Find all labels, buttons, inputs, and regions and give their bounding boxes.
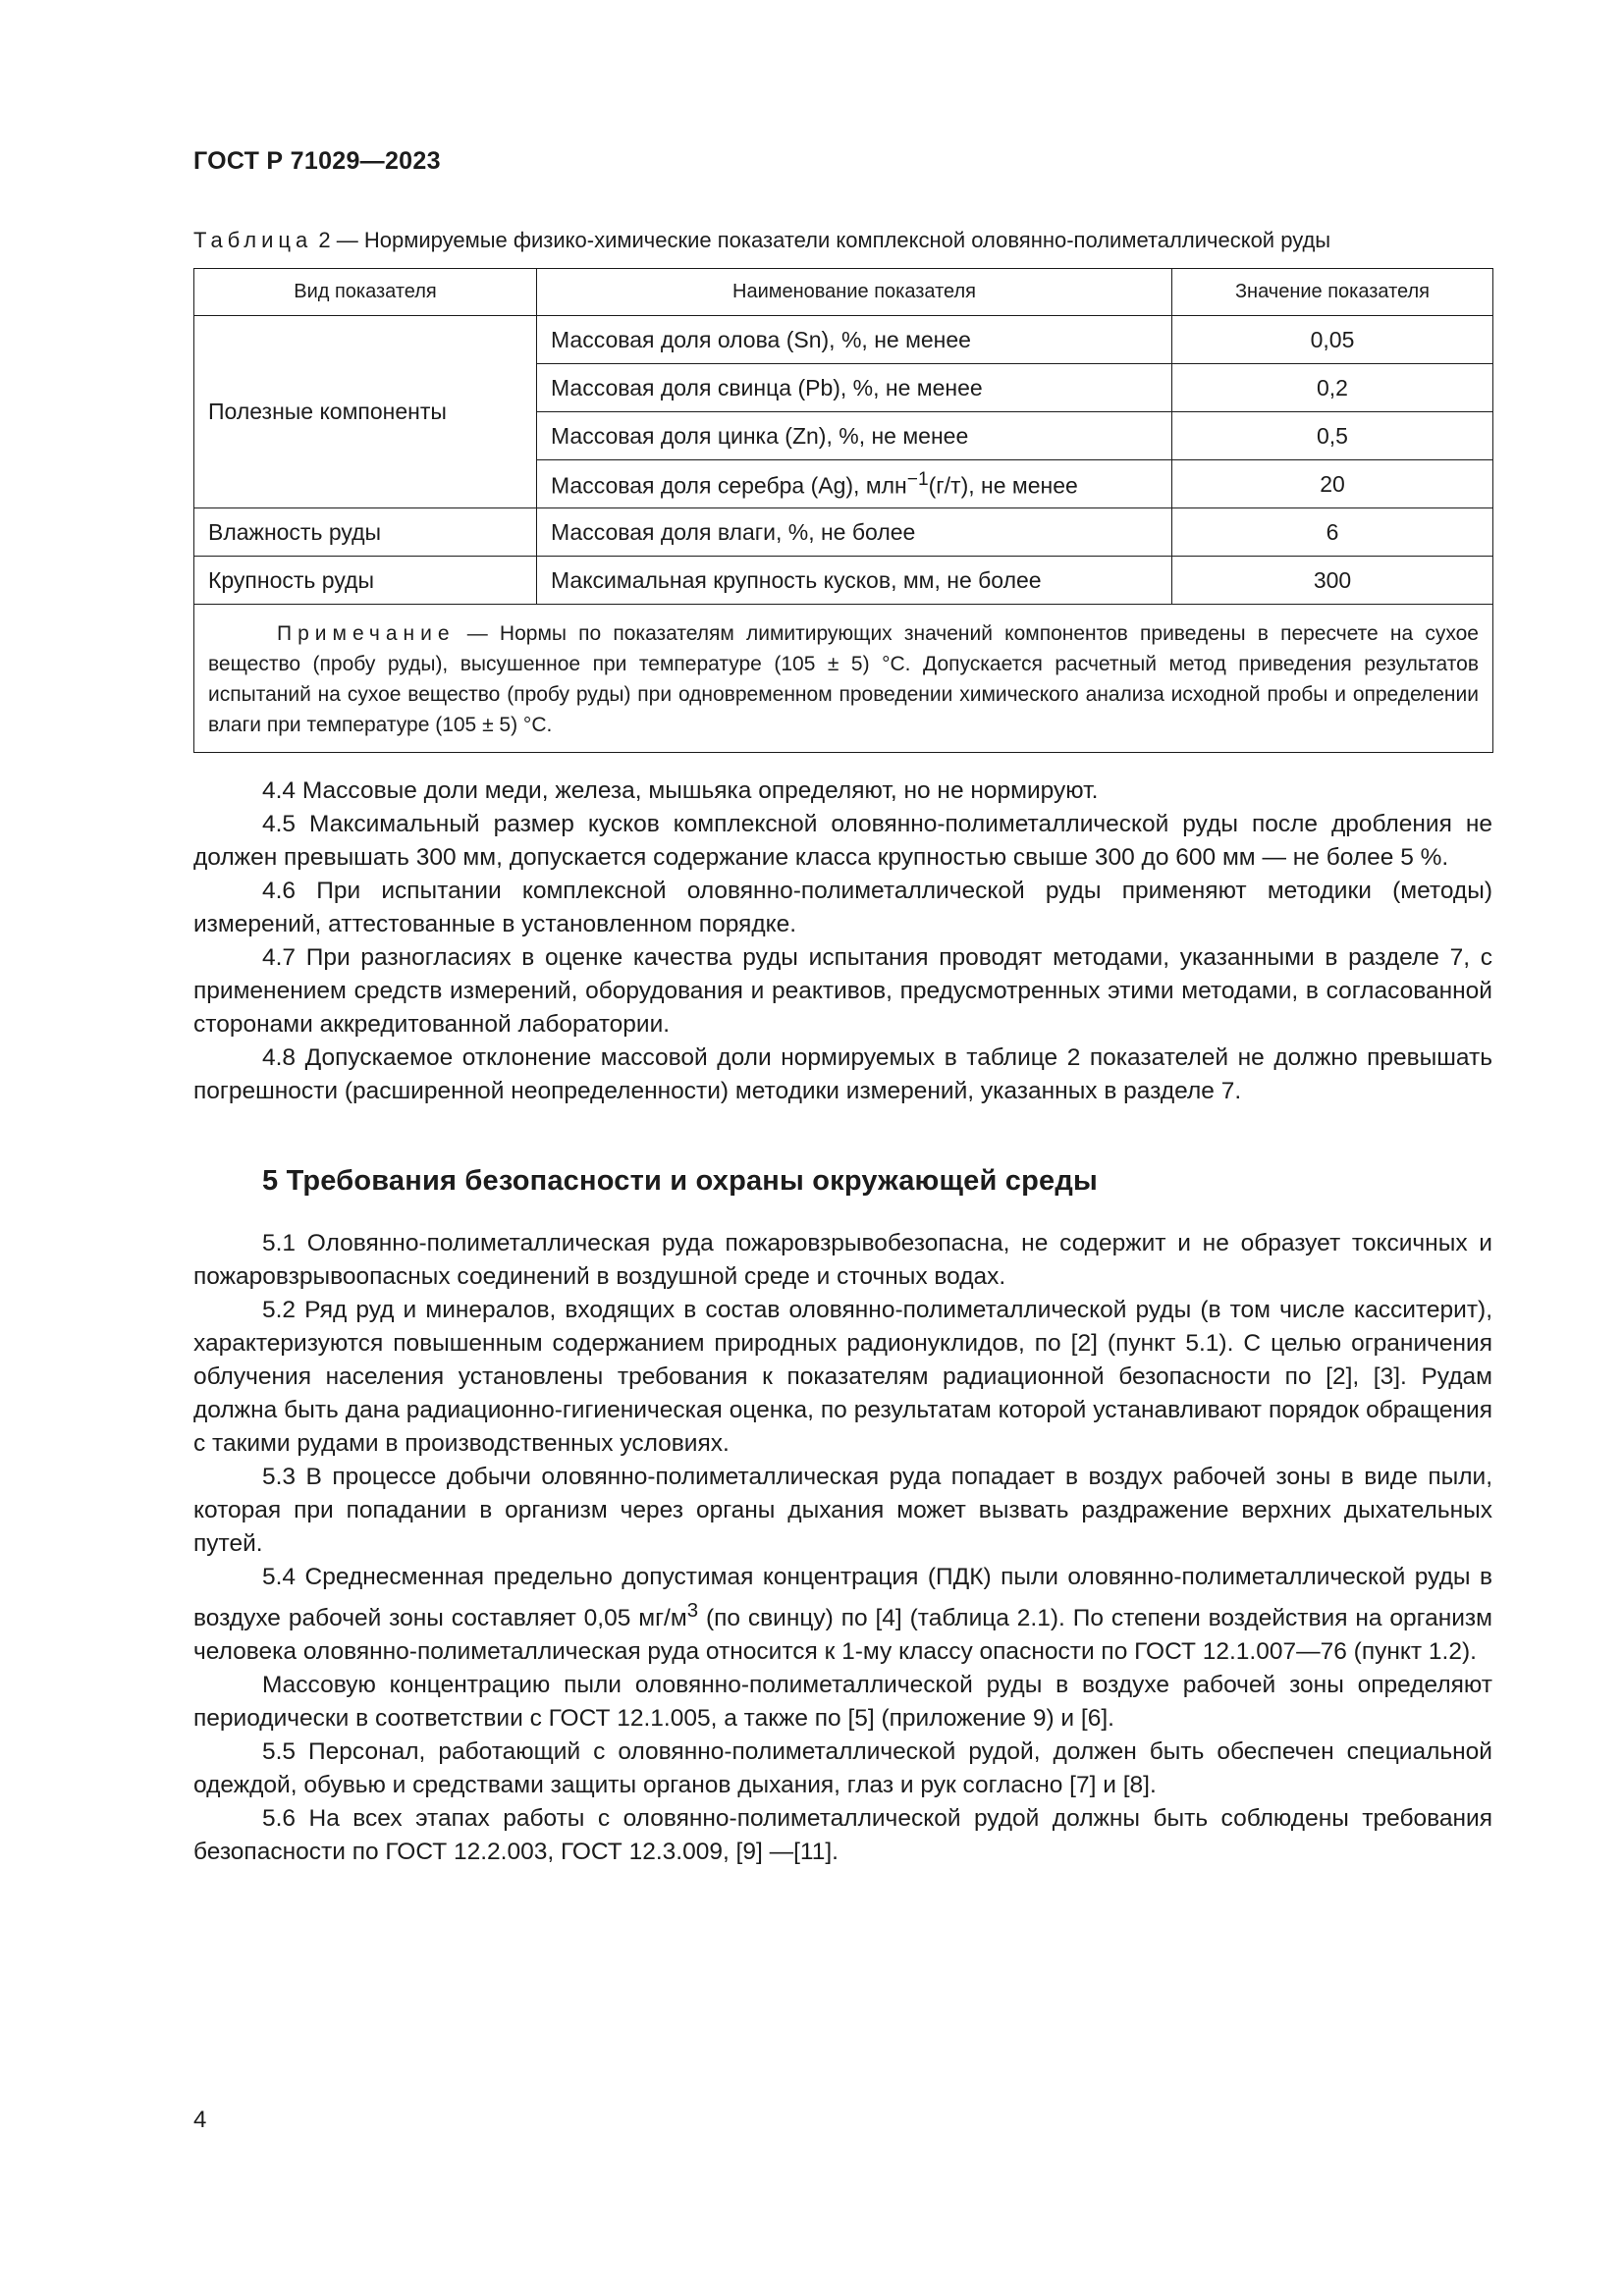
indicator-name-part: (г/т), не менее bbox=[928, 472, 1078, 499]
paragraph-4-7: 4.7 При разногласиях в оценке качества руды испытания проводят методами, указанными в разделе 7, с применением средств измерений, оборудования и реактивов, предусмотренных этими методами, в согласованной сторонами аккредитованной лаборатории. bbox=[193, 944, 1492, 1038]
indicator-name: Массовая доля свинца (Pb), %, не менее bbox=[537, 364, 1172, 412]
table-row bbox=[194, 557, 1493, 605]
table-row bbox=[194, 508, 1493, 557]
cubic-exponent: 3 bbox=[686, 1600, 699, 1622]
section-5-text bbox=[193, 1227, 1492, 1869]
section-5-heading: 5 Требования безопасности и охраны окружающей среды bbox=[262, 1165, 1098, 1197]
norms-table bbox=[193, 268, 1493, 753]
indicator-value: 0,2 bbox=[1172, 364, 1493, 412]
paragraph-4-6: 4.6 При испытании комплексной оловянно-полиметаллической руды применяют методики (методы) измерений, аттестованные в установленном порядке. bbox=[193, 878, 1492, 937]
group-size: Крупность руды bbox=[194, 557, 537, 605]
table-caption-title: 2 — Нормируемые физико-химические показатели комплексной оловянно-полиметаллической руды bbox=[312, 228, 1331, 252]
paragraph-5-1: 5.1 Оловянно-полиметаллическая руда пожаровзрывобезопасна, не содержит и не образует токсичных и пожаровзрывоопасных соединений в воздушной среде и сточных водах. bbox=[193, 1230, 1492, 1290]
indicator-name bbox=[537, 460, 1172, 508]
indicator-name-part: Массовая доля серебра (Ag), млн bbox=[551, 472, 907, 499]
table-note bbox=[194, 605, 1493, 753]
indicator-value: 0,05 bbox=[1172, 316, 1493, 364]
paragraph-5-4-part: (по свинцу) по [4] (таблица 2.1). По степени воздействия на организм человека оловянно-полиметаллическая руда относится к 1-му классу опасности по ГОСТ 12.1.007—76 (пункт 1.2). bbox=[193, 1605, 1493, 1666]
table-header-row bbox=[194, 269, 1493, 316]
paragraph-5-4-part: 5.4 Среднесменная предельно допустимая концентрация (ПДК) пыли оловянно-полиметаллической руды в воздухе рабочей зоны составляет 0,05 мг/м bbox=[193, 1564, 1492, 1632]
indicator-name: Массовая доля олова (Sn), %, не менее bbox=[537, 316, 1172, 364]
page-number: 4 bbox=[193, 2107, 207, 2133]
group-useful-components: Полезные компоненты bbox=[194, 316, 537, 508]
paragraph-5-6: 5.6 На всех этапах работы с оловянно-полиметаллической рудой должны быть соблюдены требования безопасности по ГОСТ 12.2.003, ГОСТ 12.3.009, [9] —[11]. bbox=[193, 1805, 1492, 1866]
paragraph-5-5: 5.5 Персонал, работающий с оловянно-полиметаллической рудой, должен быть обеспечен специальной одеждой, обувью и средствами защиты органов дыхания, глаз и рук согласно [7] и [8]. bbox=[193, 1738, 1492, 1799]
table-caption bbox=[193, 228, 1330, 253]
paragraph-4-8: 4.8 Допускаемое отклонение массовой доли нормируемых в таблице 2 показателей не должно превышать погрешности (расширенной неопределенности) методики измерений, указанных в разделе 7. bbox=[193, 1044, 1492, 1104]
document-code: ГОСТ Р 71029—2023 bbox=[193, 147, 441, 175]
column-header-name: Наименование показателя bbox=[537, 269, 1172, 316]
paragraph-4-5: 4.5 Максимальный размер кусков комплексной оловянно-полиметаллической руды после дробления не должен превышать 300 мм, допускается содержание класса крупностью свыше 300 до 600 мм — не более 5 %. bbox=[193, 811, 1492, 871]
section-4-text bbox=[193, 774, 1492, 1108]
table-note-row bbox=[194, 605, 1493, 753]
indicator-value: 0,5 bbox=[1172, 412, 1493, 460]
group-moisture: Влажность руды bbox=[194, 508, 537, 557]
indicator-name: Максимальная крупность кусков, мм, не более bbox=[537, 557, 1172, 605]
paragraph-4-4: 4.4 Массовые доли меди, железа, мышьяка определяют, но не нормируют. bbox=[262, 777, 1099, 804]
table-row bbox=[194, 316, 1493, 364]
table-caption-label: Таблица bbox=[193, 228, 313, 252]
table-note-text: — Нормы по показателям лимитирующих значений компонентов приведены в пересчете на сухое вещество (пробу руды), высушенное при температуре (105 ± 5) °С. Допускается расчетный метод приведения результатов испытаний на сухое вещество (пробу руды) при одновременном проведении химического анализа исходной пробы и определении влаги при температуре (105 ± 5) °С. bbox=[208, 622, 1479, 736]
indicator-value: 6 bbox=[1172, 508, 1493, 557]
column-header-value: Значение показателя bbox=[1172, 269, 1493, 316]
indicator-name: Массовая доля цинка (Zn), %, не менее bbox=[537, 412, 1172, 460]
indicator-value: 20 bbox=[1172, 460, 1493, 508]
paragraph-5-2: 5.2 Ряд руд и минералов, входящих в состав оловянно-полиметаллической руды (в том числе касситерит), характеризуются повышенным содержанием природных радионуклидов, по [2] (пункт 5.1). С целью ограничения облучения населения установлены требования к показателям радиационной безопасности по [2], [3]. Рудам должна быть дана радиационно-гигиеническая оценка, по результатам которой устанавливают порядок обращения с такими рудами в производственных условиях. bbox=[193, 1297, 1492, 1457]
paragraph-5-4-continued: Массовую концентрацию пыли оловянно-полиметаллической руды в воздухе рабочей зоны определяют периодически в соответствии с ГОСТ 12.1.005, а также по [5] (приложение 9) и [6]. bbox=[193, 1672, 1492, 1733]
indicator-value: 300 bbox=[1172, 557, 1493, 605]
table-note-label: Примечание bbox=[277, 622, 456, 645]
indicator-name: Массовая доля влаги, %, не более bbox=[537, 508, 1172, 557]
indicator-name-exponent: −1 bbox=[906, 468, 929, 490]
paragraph-5-4 bbox=[193, 1561, 1492, 1669]
paragraph-5-3: 5.3 В процессе добычи оловянно-полиметаллическая руда попадает в воздух рабочей зоны в виде пыли, которая при попадании в организм через органы дыхания может вызвать раздражение верхних дыхательных путей. bbox=[193, 1464, 1492, 1557]
column-header-type: Вид показателя bbox=[194, 269, 537, 316]
